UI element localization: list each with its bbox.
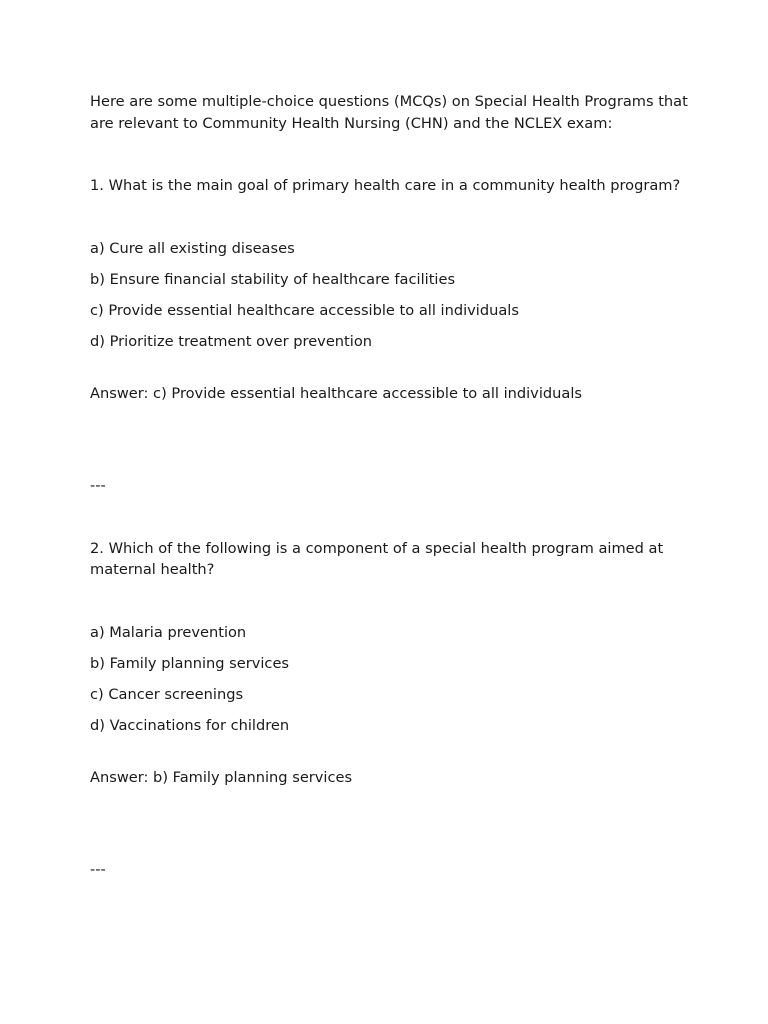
intro-paragraph: Here are some multiple-choice questions (MCQs) on Special Health Programs that are relevant to Community Health Nursing (CHN) and the NCLEX exam: (90, 93, 688, 132)
options-list (90, 622, 690, 737)
question-block-1 (90, 175, 690, 404)
separator: --- (90, 861, 106, 879)
document-page (90, 91, 690, 881)
option-d: d) Prioritize treatment over prevention (90, 333, 373, 351)
option-b: b) Family planning services (90, 654, 290, 672)
option-c: c) Provide essential healthcare accessible to all individuals (90, 301, 519, 319)
answer-text: Answer: c) Provide essential healthcare accessible to all individuals (90, 384, 582, 402)
question-text: 1. What is the main goal of primary health care in a community health program? (90, 177, 681, 194)
option-d: d) Vaccinations for children (90, 717, 290, 735)
option-a: a) Malaria prevention (90, 623, 247, 641)
option-b: b) Ensure financial stability of healthcare facilities (90, 270, 456, 288)
option-a: a) Cure all existing diseases (90, 239, 295, 257)
question-text: 2. Which of the following is a component of a special health program aimed at maternal health? (90, 539, 664, 579)
options-list (90, 238, 690, 353)
option-c: c) Cancer screenings (90, 685, 244, 703)
question-block-2 (90, 538, 690, 789)
separator: --- (90, 477, 106, 495)
answer-text: Answer: b) Family planning services (90, 768, 353, 786)
